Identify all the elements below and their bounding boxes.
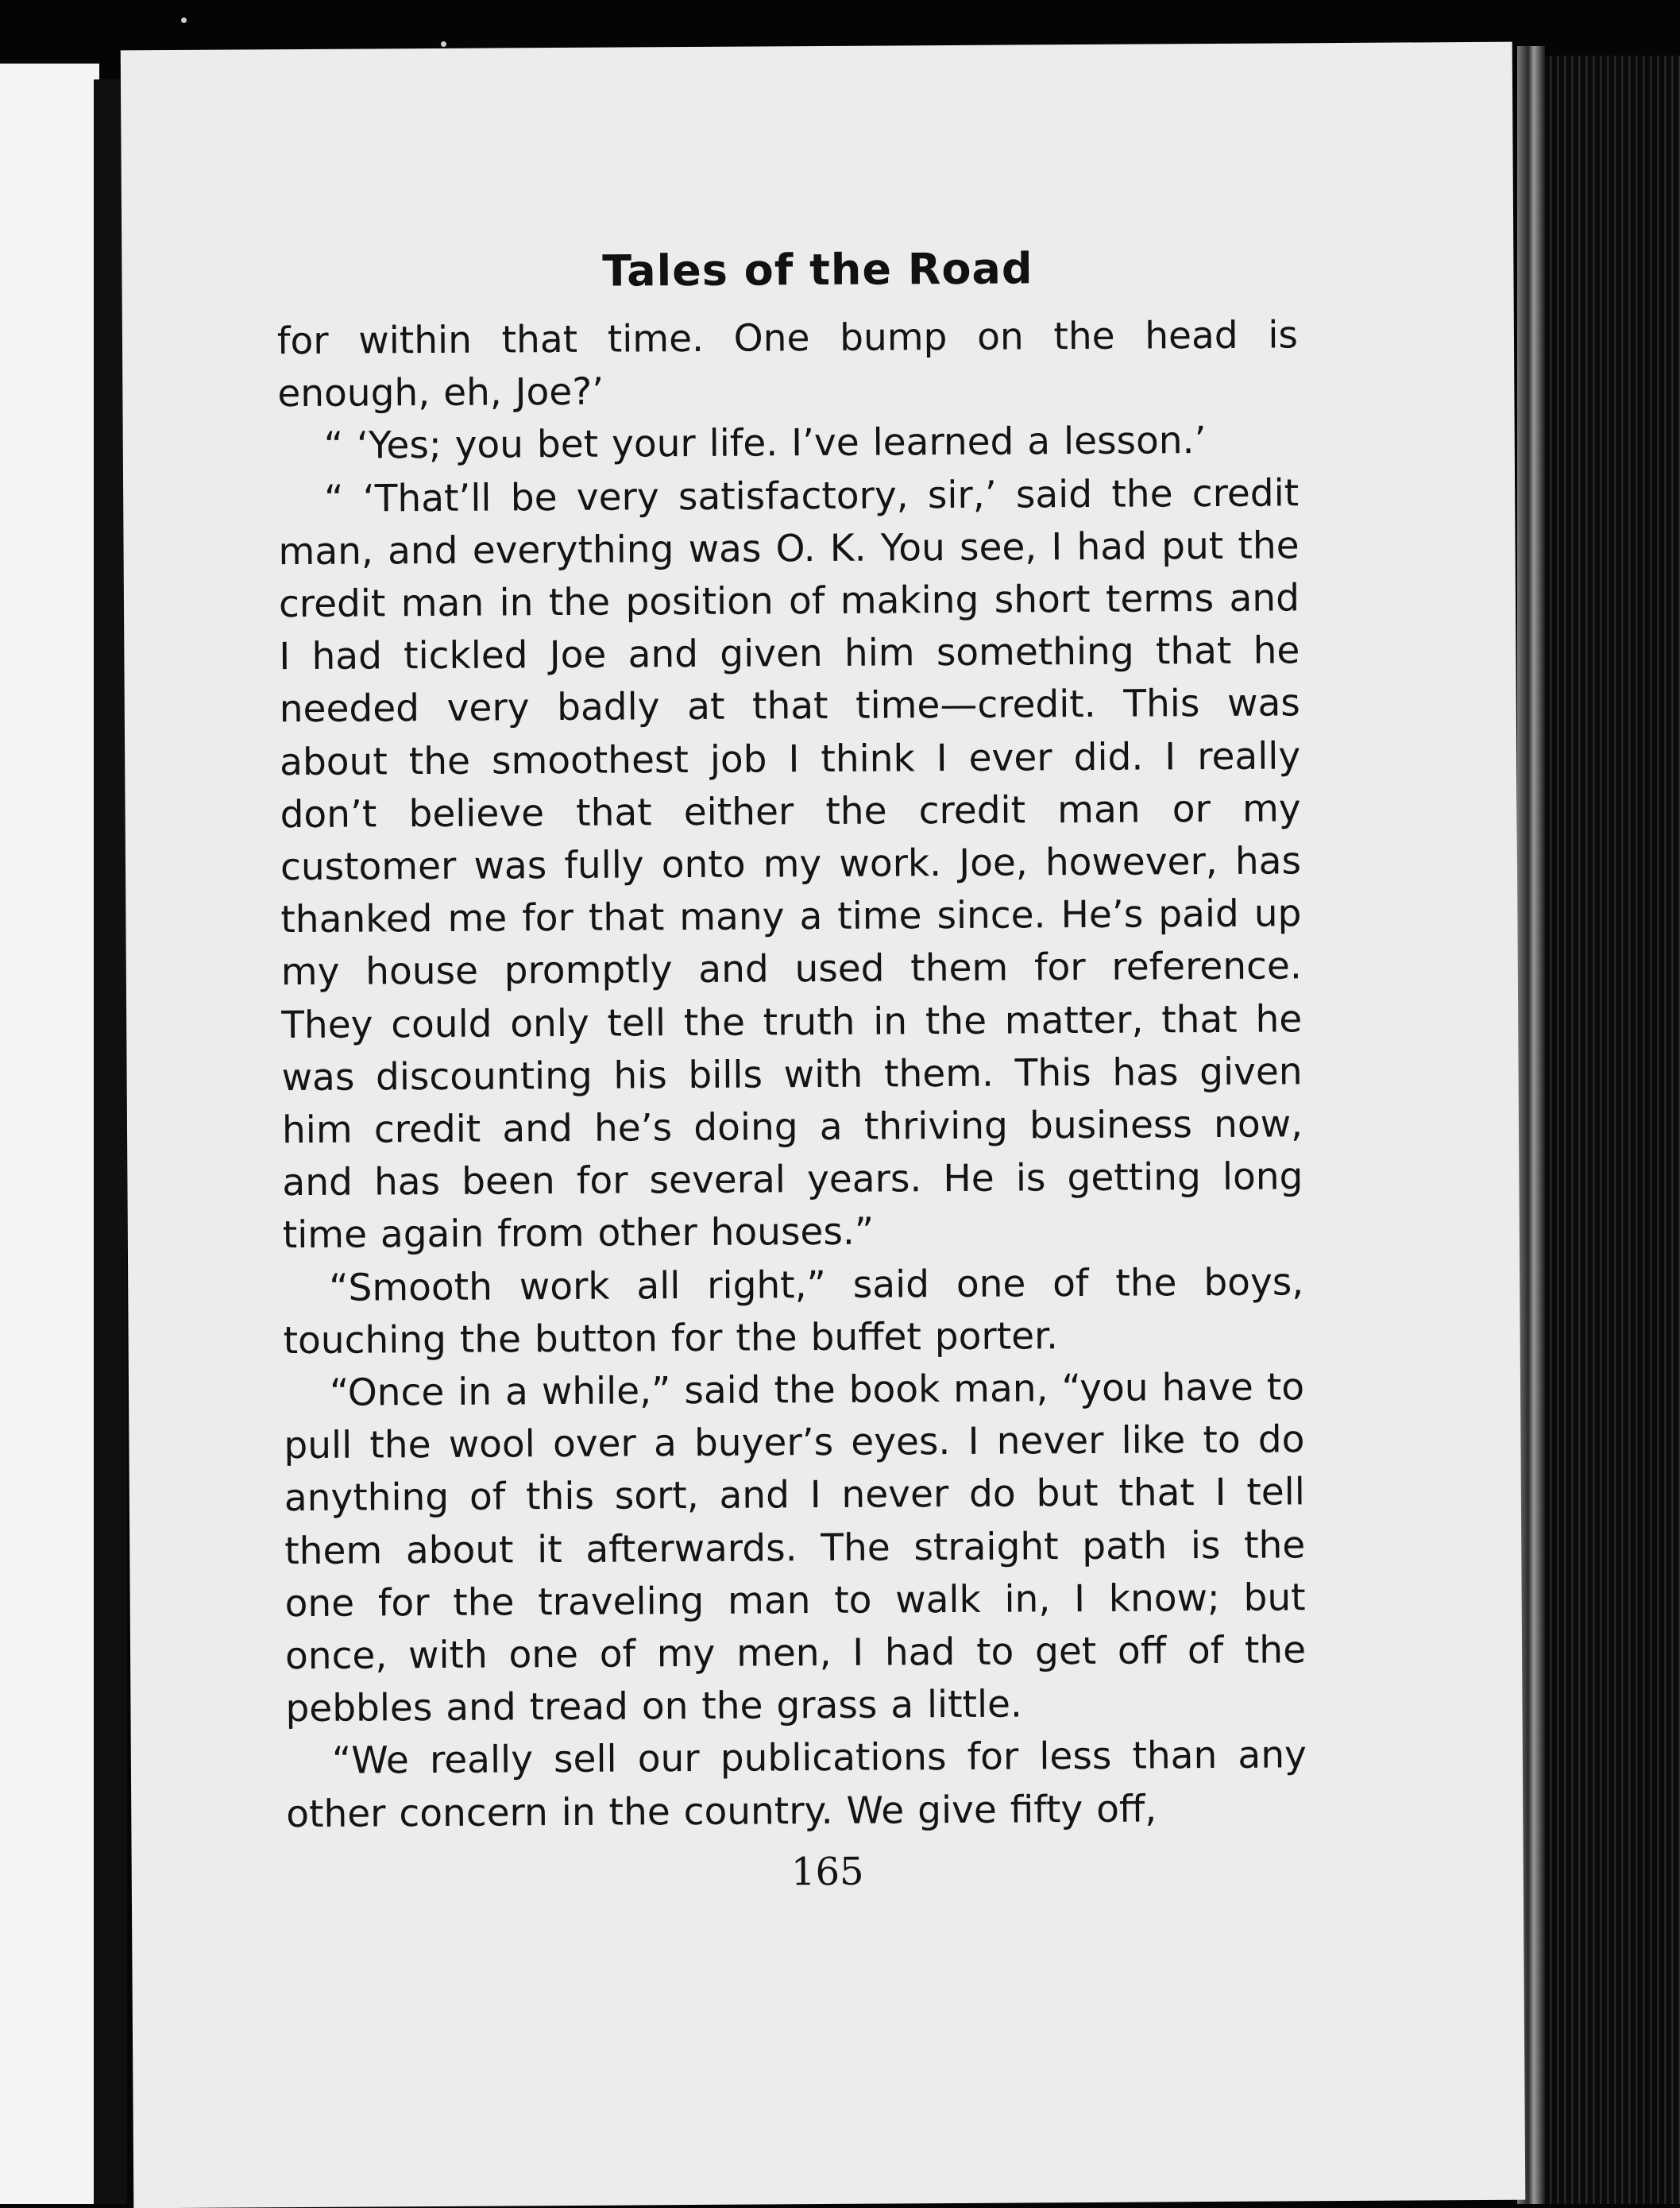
paragraph: “Smooth work all right,” said one of the boys, touching the button for the buffet porter. (283, 1259, 1304, 1363)
dust-speck (181, 17, 187, 23)
paragraph: for within that time. One bump on the head is enough, eh, Joe?’ (276, 313, 1299, 416)
page-number: 165 (790, 1849, 864, 1895)
paragraph: “ ‘That’ll be very satisfactory, sir,’ said the credit man, and everything was O. K. You see, I had put the credit man in the position of making short terms and I had tickled Joe and given him something that he needed very badly at that time—credit. This was about the smoothest job I think I ever did. I really don’t believe that either the credit man or my customer was fully onto my work. Joe, however, has thanked me for that many a time since. He’s paid up my house promptly and used them for reference. They could only tell the truth in the matter, that he was discounting his bills with them. This has given him credit and he’s doing a thriving business now, and has been for several years. He is getting long time again from other houses.” (278, 470, 1303, 1258)
book-page (121, 42, 1526, 2208)
body-text (277, 309, 1307, 1841)
running-head: Tales of the Road (602, 243, 1033, 296)
dust-speck (441, 41, 446, 47)
paragraph: “Once in a while,” said the book man, “you have to pull the wool over a buyer’s eyes. I never like to do anything of this sort, and I never do but that I tell them about it afterwards. The straight path is the one for the traveling man to walk in, I know; but once, with one of my men, I had to get off of the pebbles and tread on the grass a little. (284, 1365, 1307, 1731)
book-spine-background (1545, 56, 1680, 2204)
paragraph: “ ‘Yes; you bet your life. I’ve learned a lesson.’ (323, 419, 1207, 469)
left-page-edge (0, 64, 99, 2204)
paragraph: “We really sell our publications for less than any other concern in the country. We give fifty off, (286, 1733, 1307, 1836)
